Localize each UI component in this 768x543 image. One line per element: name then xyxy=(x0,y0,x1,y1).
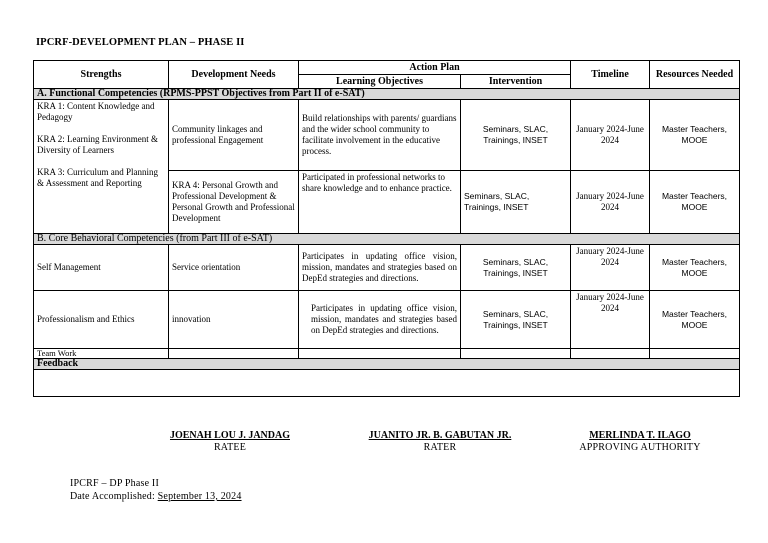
table-row-a2-development-needs: KRA 4: Personal Growth and Professional Development & Personal Growth and Professional Development xyxy=(169,171,299,234)
table-row-a1-development-needs: Community linkages and professional Engagement xyxy=(169,100,299,171)
table-row-b3-empty-cell xyxy=(461,349,571,359)
table-row-a1-intervention: Seminars, SLAC, Trainings, INSET xyxy=(461,100,571,171)
table-row-a1-learning-objectives: Build relationships with parents/ guardians and the wider school community to facilitate involvement in the educative process. xyxy=(299,100,461,171)
table-row-b2-development-needs: innovation xyxy=(169,291,299,349)
table-row-b1-resources: Master Teachers, MOOE xyxy=(650,245,740,291)
header-timeline: Timeline xyxy=(571,61,650,89)
signature-rater xyxy=(340,430,540,453)
table-row-b1-timeline: January 2024-June 2024 xyxy=(571,245,650,291)
header-intervention: Intervention xyxy=(461,75,571,89)
table-row-b2-learning-objectives: Participates in updating office vision, mission, mandates and strategies based on DepEd strategies and directions. xyxy=(299,291,461,349)
section-b-header: B. Core Behavioral Competencies (from Part III of e-SAT) xyxy=(34,234,740,245)
document-footer xyxy=(70,477,242,503)
table-row-b1-strengths: Self Management xyxy=(34,245,169,291)
section-a-strengths xyxy=(34,100,169,234)
header-resources-needed: Resources Needed xyxy=(650,61,740,89)
table-row-b3-empty-cell xyxy=(571,349,650,359)
development-plan-table xyxy=(33,60,740,397)
header-strengths: Strengths xyxy=(34,61,169,89)
table-row-b3-empty-cell xyxy=(299,349,461,359)
date-accomplished-value: September 13, 2024 xyxy=(157,491,242,502)
table-row-a2-resources: Master Teachers, MOOE xyxy=(650,171,740,234)
table-row-a1-timeline: January 2024-June 2024 xyxy=(571,100,650,171)
table-row-b2-strengths: Professionalism and Ethics xyxy=(34,291,169,349)
approving-authority-name: MERLINDA T. ILAGO xyxy=(589,430,691,441)
signature-ratee xyxy=(150,430,310,453)
table-row-b2-intervention: Seminars, SLAC, Trainings, INSET xyxy=(461,291,571,349)
table-row-b3-strengths: Team Work xyxy=(34,349,169,359)
document-title: IPCRF-DEVELOPMENT PLAN – PHASE II xyxy=(36,37,245,48)
signature-approving-authority xyxy=(565,430,715,453)
table-row-b1-development-needs: Service orientation xyxy=(169,245,299,291)
table-row-a1-resources: Master Teachers, MOOE xyxy=(650,100,740,171)
table-row-b3-empty-cell xyxy=(650,349,740,359)
table-row-b1-learning-objectives: Participates in updating office vision, mission, mandates and strategies based on DepEd strategies and directions. xyxy=(299,245,461,291)
kra-3-text: KRA 3: Curriculum and Planning & Assessment and Reporting xyxy=(37,167,158,188)
date-accomplished-label: Date Accomplished: xyxy=(70,491,155,502)
table-row-b3-empty-cell xyxy=(169,349,299,359)
header-learning-objectives: Learning Objectives xyxy=(299,75,461,89)
kra-1-text: KRA 1: Content Knowledge and Pedagogy xyxy=(37,101,155,122)
header-development-needs: Development Needs xyxy=(169,61,299,89)
table-row-b1-intervention: Seminars, SLAC, Trainings, INSET xyxy=(461,245,571,291)
feedback-header: Feedback xyxy=(34,359,740,370)
section-a-header: A. Functional Competencies (RPMS-PPST Objectives from Part II of e-SAT) xyxy=(34,89,740,100)
table-row-b2-resources: Master Teachers, MOOE xyxy=(650,291,740,349)
table-row-a2-learning-objectives: Participated in professional networks to share knowledge and to enhance practice. xyxy=(299,171,461,234)
footer-doc-label: IPCRF – DP Phase II xyxy=(70,478,159,489)
kra-2-text: KRA 2: Learning Environment & Diversity of Learners xyxy=(37,134,158,155)
ratee-name: JOENAH LOU J. JANDAG xyxy=(169,430,290,441)
header-action-plan: Action Plan xyxy=(299,61,571,75)
table-row-a2-intervention: Seminars, SLAC, Trainings, INSET xyxy=(461,171,571,234)
rater-name: JUANITO JR. B. GABUTAN JR. xyxy=(368,430,512,441)
feedback-box xyxy=(34,370,740,397)
table-row-b2-timeline: January 2024-June 2024 xyxy=(571,291,650,349)
rater-role: RATER xyxy=(423,442,457,453)
ratee-role: RATEE xyxy=(213,442,247,453)
footer-date-line xyxy=(70,490,242,503)
table-row-a2-timeline: January 2024-June 2024 xyxy=(571,171,650,234)
approving-authority-role: APPROVING AUTHORITY xyxy=(579,442,701,453)
